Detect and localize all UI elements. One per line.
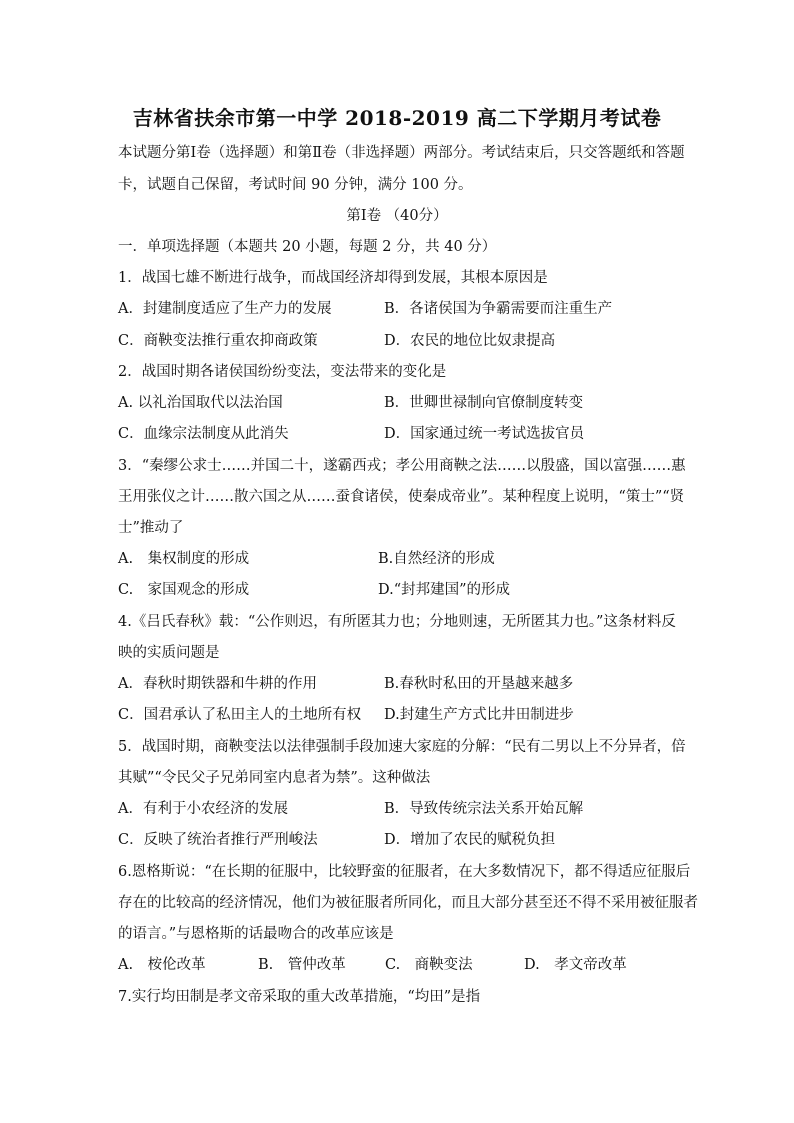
question-5-option-a: A．有利于小农经济的发展	[118, 801, 288, 817]
question-5-stem-line-2: 其赋”“令民父子兄弟同室内息者为禁”。这种做法	[118, 770, 431, 786]
question-4-option-a: A．春秋时期铁器和牛耕的作用	[118, 676, 317, 692]
question-6-stem-line-3: 的语言。”与恩格斯的话最吻合的改革应该是	[118, 926, 394, 942]
question-6-option-b: B. 管仲改革	[258, 957, 346, 973]
question-1-option-a: A．封建制度适应了生产力的发展	[118, 301, 332, 317]
question-5-stem-line-1: 5．战国时期，商鞅变法以法律强制手段加速大家庭的分解：“民有二男以上不分异者，倍	[118, 739, 686, 755]
question-3-option-c: C. 家国观念的形成	[118, 582, 250, 598]
question-6-option-d: D. 孝文帝改革	[524, 957, 627, 973]
question-5-option-b: B．导致传统宗法关系开始瓦解	[384, 801, 584, 817]
volume-title: 第Ⅰ卷 （40分）	[346, 208, 448, 224]
question-3-stem-line-1: 3．“秦缪公求士……并国二十，遂霸西戎；孝公用商鞅之法……以殷盛，国以富强……惠	[118, 458, 686, 474]
question-3-option-a: A. 集权制度的形成	[118, 551, 250, 567]
question-4-stem-line-1: 4.《吕氏春秋》载：“公作则迟，有所匿其力也；分地则速，无所匿其力也。”这条材料反	[118, 614, 676, 630]
exam-title: 吉林省扶余市第一中学 2018-2019 高二下学期月考试卷	[132, 106, 662, 130]
intro-line-2: 卡，试题自己保留，考试时间 90 分钟，满分 100 分。	[118, 177, 473, 193]
question-2-stem: 2．战国时期各诸侯国纷纷变法，变法带来的变化是	[118, 364, 447, 380]
question-6-option-a: A. 桉伦改革	[118, 957, 206, 973]
intro-line-1: 本试题分第Ⅰ卷（选择题）和第Ⅱ卷（非选择题）两部分。考试结束后，只交答题纸和答题	[118, 145, 685, 161]
question-5-option-d: D．增加了农民的赋税负担	[384, 832, 556, 848]
question-2-option-d: D．国家通过统一考试选拔官员	[384, 426, 585, 442]
question-2-option-a: A. 以礼治国取代以法治国	[118, 395, 283, 411]
question-3-stem-line-2: 王用张仪之计……散六国之从……蚕食诸侯，使秦成帝业”。某种程度上说明，“策士”“贤	[118, 489, 685, 505]
question-2-option-c: C．血缘宗法制度从此消失	[118, 426, 289, 442]
question-3-option-d: D.“封邦建国”的形成	[378, 582, 511, 598]
question-5-option-c: C．反映了统治者推行严刑峻法	[118, 832, 318, 848]
question-7-stem: 7.实行均田制是孝文帝采取的重大改革措施，“均田”是指	[118, 989, 481, 1005]
question-3-stem-line-3: 士”推动了	[118, 520, 184, 536]
question-1-option-b: B．各诸侯国为争霸需要而注重生产	[384, 301, 613, 317]
question-4-option-d: D.封建生产方式比井田制进步	[384, 707, 574, 723]
section-title: 一．单项选择题（本题共 20 小题，每题 2 分，共 40 分）	[118, 239, 497, 255]
question-2-option-b: B．世卿世禄制向官僚制度转变	[384, 395, 584, 411]
question-1-stem: 1．战国七雄不断进行战争，而战国经济却得到发展，其根本原因是	[118, 270, 548, 286]
question-4-stem-line-2: 映的实质问题是	[118, 645, 220, 661]
question-4-option-b: B.春秋时私田的开垦越来越多	[384, 676, 574, 692]
question-3-option-b: B.自然经济的形成	[378, 551, 495, 567]
question-1-option-c: C．商鞅变法推行重农抑商政策	[118, 333, 318, 349]
question-6-option-c: C. 商鞅变法	[385, 957, 473, 973]
question-1-option-d: D．农民的地位比奴隶提高	[384, 333, 556, 349]
question-4-option-c: C．国君承认了私田主人的土地所有权	[118, 707, 362, 723]
question-6-stem-line-2: 存在的比较高的经济情况，他们为被征服者所同化，而且大部分甚至还不得不采用被征服者	[118, 895, 698, 911]
question-6-stem-line-1: 6.恩格斯说：“在长期的征服中，比较野蛮的征服者，在大多数情况下，都不得适应征服后	[118, 864, 691, 880]
